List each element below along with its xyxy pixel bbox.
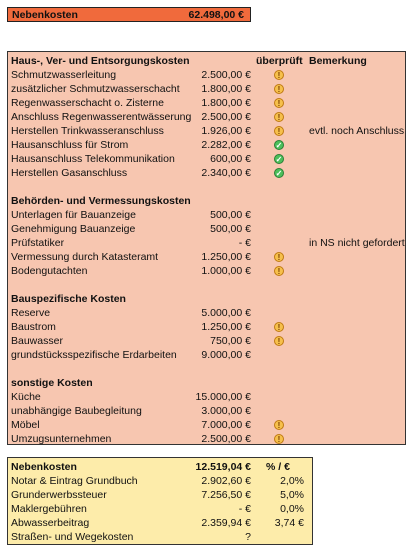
table-row	[8, 530, 312, 544]
item-amount: 15.000,00 €	[195, 391, 251, 403]
item-amount: 1.800,00 €	[201, 83, 251, 95]
cost-table	[7, 51, 406, 445]
item-amount: 2.340,00 €	[201, 167, 251, 179]
item-label: Baustrom	[11, 321, 56, 333]
item-amount: 500,00 €	[210, 223, 251, 235]
table-row	[8, 348, 405, 362]
fee-label: Maklergebühren	[11, 503, 87, 515]
item-amount: 1.926,00 €	[201, 125, 251, 137]
check-icon	[274, 154, 284, 164]
table-row	[8, 166, 405, 180]
table-row	[8, 208, 405, 222]
table-row	[8, 152, 405, 166]
table-row	[8, 264, 405, 278]
warning-icon	[274, 420, 284, 430]
item-amount: 1.250,00 €	[201, 251, 251, 263]
table-row	[8, 306, 405, 320]
summary-total: 62.498,00 €	[188, 9, 244, 21]
section-title-text: Bauspezifische Kosten	[11, 293, 126, 305]
remark-column-header: Bemerkung	[309, 55, 367, 67]
table-row	[8, 432, 405, 446]
fee-percent: 3,74 €	[274, 517, 304, 529]
section-title: Haus-, Ver- und Entsorgungskosten	[11, 55, 190, 67]
item-label: Umzugsunternehmen	[11, 433, 112, 445]
fee-percent: 0,0%	[280, 503, 304, 515]
fee-percent: 5,0%	[280, 489, 304, 501]
table-row	[8, 390, 405, 404]
item-label: Regenwasserschacht o. Zisterne	[11, 97, 164, 109]
item-label: Bodengutachten	[11, 265, 88, 277]
warning-icon	[274, 126, 284, 136]
fee-label: Notar & Eintrag Grundbuch	[11, 475, 138, 487]
item-remark: evtl. noch Anschluss	[309, 125, 405, 137]
table-row	[8, 502, 312, 516]
fee-amount: - €	[238, 503, 251, 515]
item-amount: 5.000,00 €	[201, 307, 251, 319]
item-label: Vermessung durch Katasteramt	[11, 251, 159, 263]
fee-amount: 2.359,94 €	[201, 517, 251, 529]
warning-icon	[274, 98, 284, 108]
item-label: Küche	[11, 391, 41, 403]
item-label: Bauwasser	[11, 335, 63, 347]
fees-table	[7, 457, 313, 545]
warning-icon	[274, 434, 284, 444]
item-label: unabhängige Baubegleitung	[11, 405, 142, 417]
summary-label: Nebenkosten	[12, 9, 78, 21]
check-icon	[274, 140, 284, 150]
table-row	[8, 334, 405, 348]
table-row	[8, 320, 405, 334]
item-amount: 9.000,00 €	[201, 349, 251, 361]
table-row	[8, 236, 405, 250]
table-row	[8, 474, 312, 488]
item-amount: - €	[238, 237, 251, 249]
checked-column-header: überprüft	[256, 55, 303, 67]
table-row	[8, 124, 405, 138]
fee-amount: ?	[245, 531, 251, 543]
item-amount: 3.000,00 €	[201, 405, 251, 417]
fees-total: 12.519,04 €	[195, 461, 251, 473]
item-label: Unterlagen für Bauanzeige	[11, 209, 136, 221]
table-row	[8, 516, 312, 530]
fee-label: Grunderwerbssteuer	[11, 489, 107, 501]
item-amount: 2.500,00 €	[201, 111, 251, 123]
item-label: Genehmigung Bauanzeige	[11, 223, 136, 235]
item-amount: 7.000,00 €	[201, 419, 251, 431]
item-label: Herstellen Gasanschluss	[11, 167, 128, 179]
item-amount: 2.500,00 €	[201, 69, 251, 81]
fees-title: Nebenkosten	[11, 461, 77, 473]
fees-header	[8, 460, 312, 474]
item-label: Anschluss Regenwasserentwässerung	[11, 111, 192, 123]
check-icon	[274, 168, 284, 178]
fee-percent: 2,0%	[280, 475, 304, 487]
table-row	[8, 68, 405, 82]
item-amount: 750,00 €	[210, 335, 251, 347]
item-label: Schmutzwasserleitung	[11, 69, 117, 81]
table-row	[8, 138, 405, 152]
warning-icon	[274, 84, 284, 94]
pct-column-header: % / €	[266, 461, 290, 473]
item-label: Reserve	[11, 307, 51, 319]
total-summary-bar	[7, 7, 251, 22]
fee-label: Abwasserbeitrag	[11, 517, 90, 529]
warning-icon	[274, 322, 284, 332]
table-row	[8, 488, 312, 502]
item-amount: 1.250,00 €	[201, 321, 251, 333]
section-title-text: sonstige Kosten	[11, 377, 93, 389]
table-row	[8, 222, 405, 236]
item-amount: 1.000,00 €	[201, 265, 251, 277]
item-label: Herstellen Trinkwasseranschluss	[11, 125, 164, 137]
table-row	[8, 404, 405, 418]
item-amount: 2.282,00 €	[201, 139, 251, 151]
fee-label: Straßen- und Wegekosten	[11, 531, 134, 543]
warning-icon	[274, 336, 284, 346]
table-row	[8, 418, 405, 432]
table-row	[8, 82, 405, 96]
table-row	[8, 96, 405, 110]
fee-amount: 2.902,60 €	[201, 475, 251, 487]
item-label: grundstücksspezifische Erdarbeiten	[11, 349, 177, 361]
fee-amount: 7.256,50 €	[201, 489, 251, 501]
item-label: Hausanschluss für Strom	[11, 139, 129, 151]
item-label: Hausanschluss Telekommunikation	[11, 153, 175, 165]
warning-icon	[274, 266, 284, 276]
item-amount: 500,00 €	[210, 209, 251, 221]
item-remark: in NS nicht gefordert	[309, 237, 405, 249]
item-label: zusätzlicher Schmutzwasserschacht	[11, 83, 180, 95]
item-label: Möbel	[11, 419, 40, 431]
warning-icon	[274, 70, 284, 80]
section-title-text: Behörden- und Vermessungskosten	[11, 195, 191, 207]
table-row	[8, 250, 405, 264]
item-amount: 2.500,00 €	[201, 433, 251, 445]
item-amount: 600,00 €	[210, 153, 251, 165]
item-amount: 1.800,00 €	[201, 97, 251, 109]
table-header	[8, 54, 405, 68]
warning-icon	[274, 252, 284, 262]
table-row	[8, 110, 405, 124]
warning-icon	[274, 112, 284, 122]
item-label: Prüfstatiker	[11, 237, 65, 249]
